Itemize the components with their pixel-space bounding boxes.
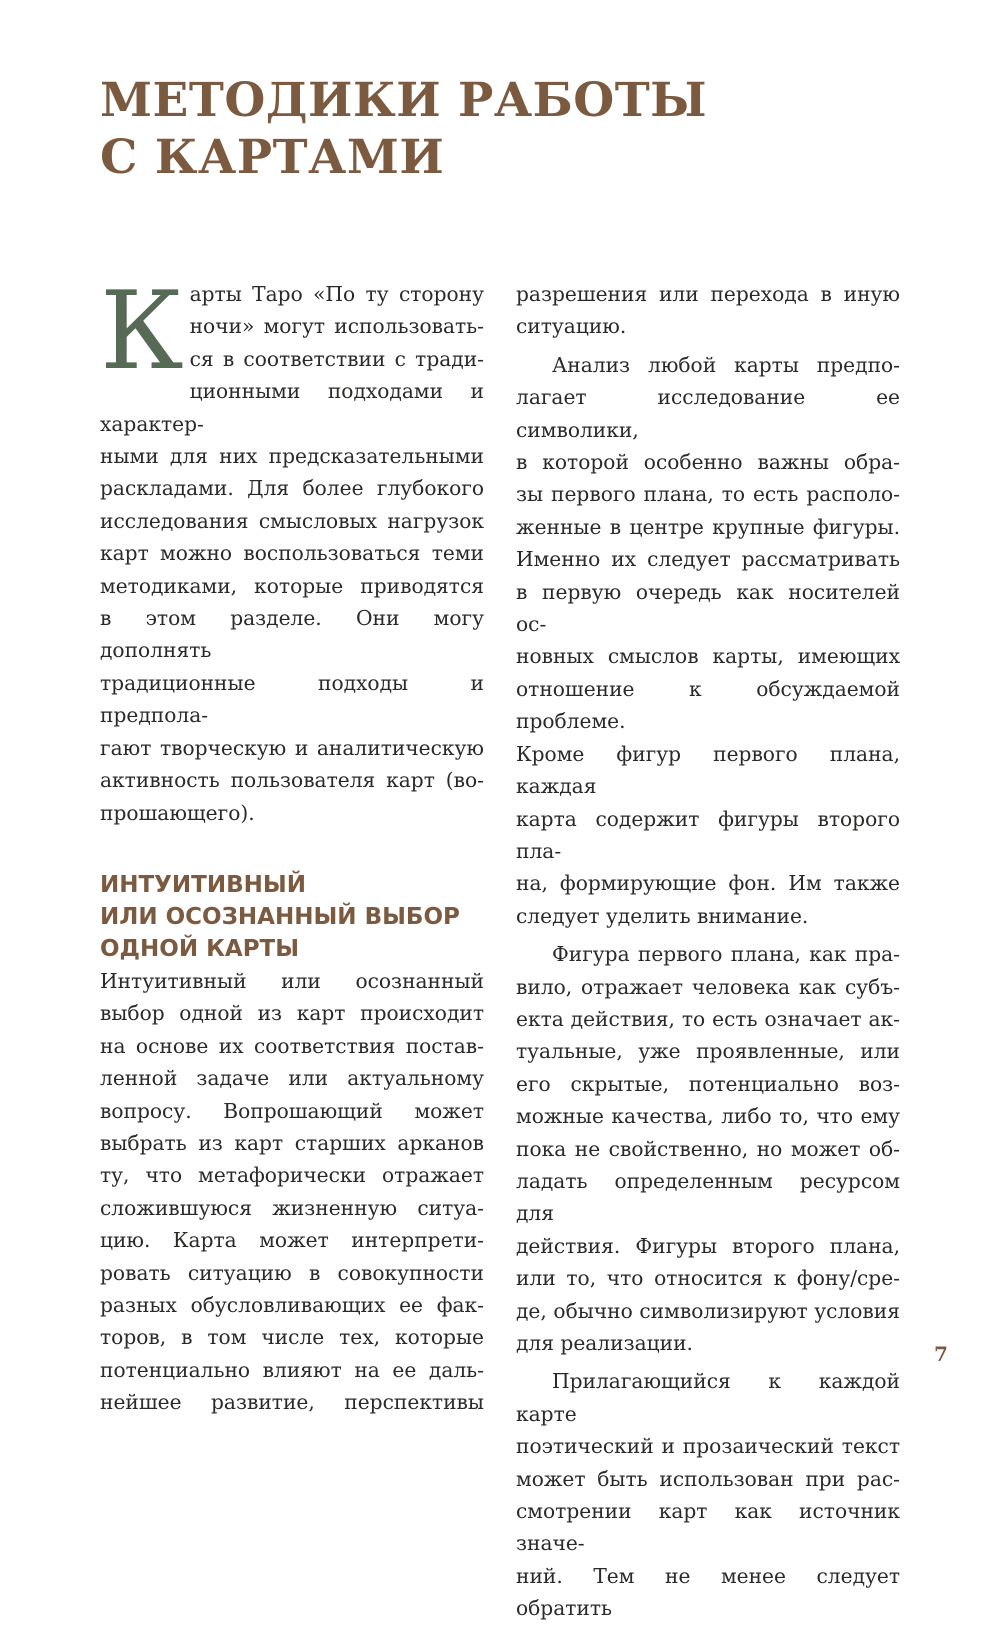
text-line: цию. Карта может интерпрети- <box>100 1228 484 1253</box>
page-title-line-2: С КАРТАМИ <box>100 130 445 185</box>
text-line: ту, что метафорически отражает <box>100 1163 484 1188</box>
text-line: Фигура первого плана, как пра- <box>552 942 900 967</box>
text-line: исследования смысловых нагрузок <box>100 508 484 533</box>
text-line: отношение к обсуждаемой проблеме. <box>516 676 900 734</box>
text-line: ночи» могут использовать- <box>189 314 484 339</box>
text-line: пока не свойственно, но может об- <box>516 1136 900 1161</box>
text-line: зы первого плана, то есть располо- <box>516 482 900 507</box>
text-line: для реализации. <box>516 1331 693 1355</box>
text-line: в этом разделе. Они могу дополнять <box>100 606 484 663</box>
text-line: можные качества, либо то, что ему <box>516 1104 900 1129</box>
text-line: Именно их следует рассматривать <box>516 547 900 572</box>
text-line: традиционные подходы и предпола- <box>100 670 484 728</box>
text-line: сложившуюся жизненную ситуа- <box>100 1195 484 1220</box>
text-line: женные в центре крупные фигуры. <box>516 514 900 539</box>
text-line: Кроме фигур первого плана, каждая <box>516 741 900 799</box>
page-number: 7 <box>934 1342 948 1366</box>
text-line: де, обычно символизируют условия <box>516 1298 900 1323</box>
text-line: ровать ситуацию в совокупности <box>100 1260 484 1285</box>
text-line: прошающего). <box>100 800 255 825</box>
intro-paragraph <box>100 269 484 829</box>
text-line: ленной задаче или актуальному <box>100 1066 484 1091</box>
text-line: на основе их соответствия постав- <box>100 1033 484 1058</box>
text-line: новных смыслов карты, имеющих <box>516 644 900 669</box>
paragraph-continuation <box>516 278 900 343</box>
text-line: может быть использован при рас- <box>516 1466 900 1491</box>
text-line: действия. Фигуры второго плана, <box>516 1233 900 1258</box>
text-line: туальные, уже проявленные, или <box>516 1039 900 1064</box>
text-line: в которой особенно важны обра- <box>516 450 900 475</box>
text-line: следует уделить внимание. <box>516 903 809 928</box>
paragraph-foreground-figure <box>516 938 900 1359</box>
text-line: выбор одной из карт происходит <box>100 1001 484 1026</box>
text-line: гают творческую и аналитическую <box>100 735 484 760</box>
page-title <box>100 72 880 186</box>
text-line: ционными подходами и характер- <box>100 379 484 436</box>
text-line: ний. Тем не менее следует обратить <box>516 1563 900 1621</box>
text-line: ладать определенным ресурсом для <box>516 1168 900 1226</box>
text-line: арты Таро «По ту сторону <box>189 282 484 306</box>
text-line: карта содержит фигуры второго пла- <box>516 806 900 863</box>
text-line: на, формирующие фон. Им также <box>516 871 900 896</box>
section-heading-line: ИНТУИТИВНЫЙ <box>100 871 306 898</box>
section-heading <box>100 869 484 965</box>
text-line: екта действия, то есть означает ак- <box>516 1006 900 1031</box>
section-heading-line: ОДНОЙ КАРТЫ <box>100 935 300 962</box>
page-title-line-1: МЕТОДИКИ РАБОТЫ <box>100 73 708 128</box>
text-line: ными для них предсказательными <box>100 444 484 469</box>
text-line: ситуацию. <box>516 314 627 339</box>
text-line: вопросу. Вопрошающий может <box>100 1098 484 1123</box>
text-line: карт можно воспользоваться теми <box>100 541 484 566</box>
section-paragraph <box>100 965 484 1419</box>
text-line: активность пользователя карт (во- <box>100 768 484 793</box>
text-line: лагает исследование ее символики, <box>516 385 900 442</box>
text-line: торов, в том числе тех, которые <box>100 1325 484 1350</box>
text-line: Анализ любой карты предпо- <box>552 352 900 377</box>
text-line: или то, что относится к фону/сре- <box>516 1266 900 1291</box>
text-line: разных обусловливающих ее фак- <box>100 1292 484 1317</box>
text-line: Прилагающийся к каждой карте <box>516 1369 900 1426</box>
paragraph-symbol-analysis <box>516 349 900 932</box>
section-heading-line: ИЛИ ОСОЗНАННЫЙ ВЫБОР <box>100 903 460 930</box>
left-column <box>100 269 484 1419</box>
text-line: выбрать из карт старших арканов <box>100 1130 484 1155</box>
text-line: его скрытые, потенциально воз- <box>516 1071 900 1096</box>
paragraph-accompanying-text <box>516 1365 900 1624</box>
text-line: поэтический и прозаический текст <box>516 1434 900 1459</box>
text-line: вило, отражает человека как субъ- <box>516 974 900 999</box>
drop-cap: К <box>100 269 184 394</box>
text-line: нейшее развитие, перспективы <box>100 1390 484 1415</box>
text-line: ся в соответствии с тради- <box>189 346 484 371</box>
right-column <box>516 278 900 1625</box>
text-line: методиками, которые приводятся <box>100 573 484 598</box>
text-line: смотрении карт как источник значе- <box>516 1499 900 1556</box>
text-line: разрешения или перехода в иную <box>516 282 900 306</box>
text-line: раскладами. Для более глубокого <box>100 476 484 501</box>
text-line: потенциально влияют на ее даль- <box>100 1357 484 1382</box>
text-line: Интуитивный или осознанный <box>100 968 484 993</box>
text-line: в первую очередь как носителей ос- <box>516 579 900 637</box>
